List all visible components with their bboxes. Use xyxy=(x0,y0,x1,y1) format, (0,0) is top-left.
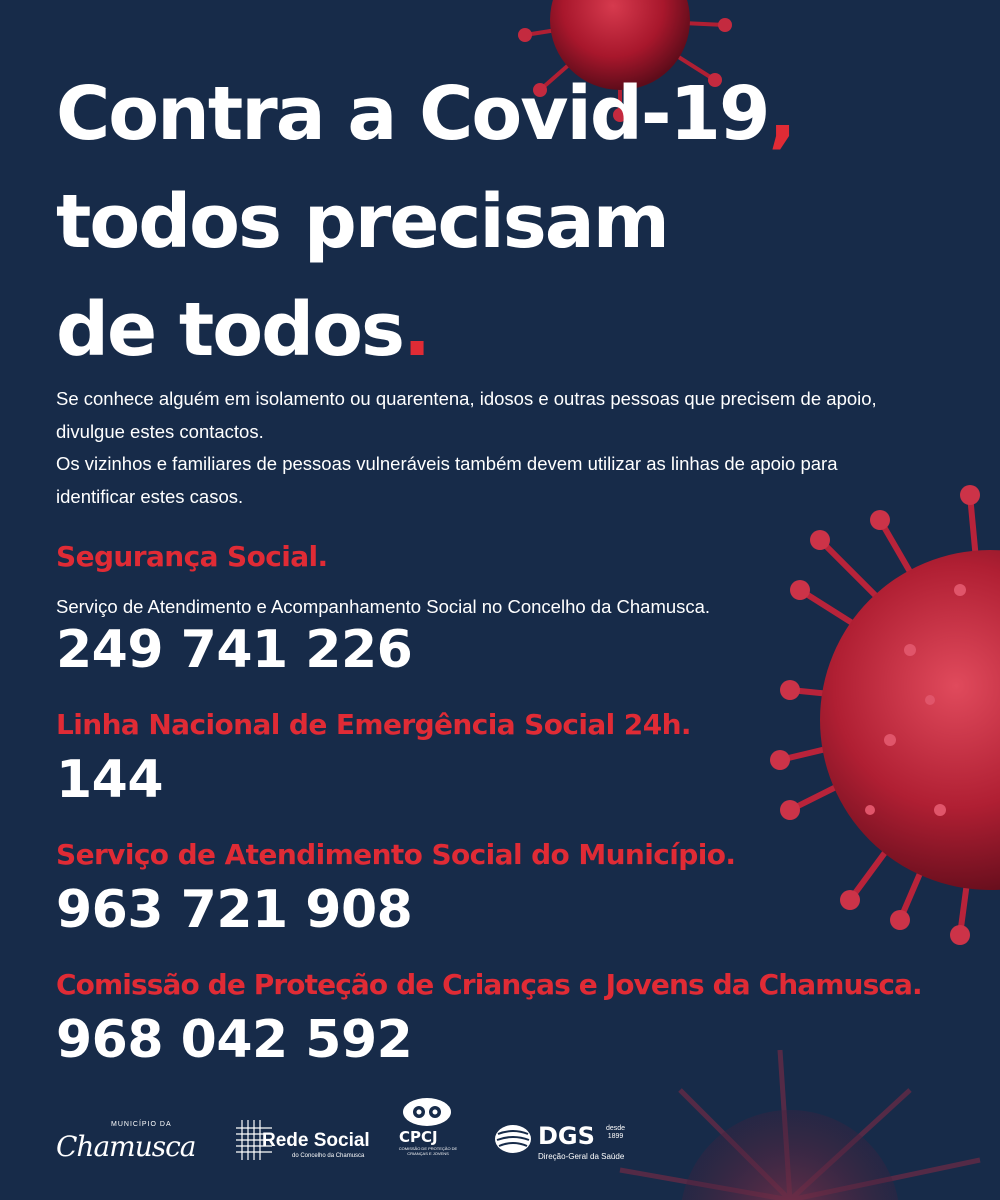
title-comma: , xyxy=(768,71,795,157)
intro-text xyxy=(56,383,896,513)
chamusca-logo-name: Chamusca xyxy=(56,1130,196,1163)
dgs-logo-name: DGS xyxy=(538,1122,595,1150)
dgs-logo-since: desde 1899 xyxy=(606,1125,626,1140)
chamusca-logo-caption: MUNICÍPIO DA xyxy=(111,1121,172,1128)
partner-logos xyxy=(56,1090,656,1170)
intro-paragraph-1: Se conhece alguém em isolamento ou quarentena, idosos e outras pessoas que precisem de apoio, divulgue estes contactos. xyxy=(56,388,877,442)
contact-heading-seguranca-social: Segurança Social. xyxy=(56,540,328,573)
title-line-1: Contra a Covid-19, xyxy=(56,71,795,157)
dgs-logo-sub: Direção-Geral da Saúde xyxy=(538,1152,625,1161)
title-line-2: todos precisam xyxy=(56,179,668,265)
coronavirus-right-icon xyxy=(760,480,1000,950)
contact-heading-emergencia-social: Linha Nacional de Emergência Social 24h. xyxy=(56,708,691,741)
contact-heading-cpcj: Comissão de Proteção de Crianças e Jovens da Chamusca. xyxy=(56,968,922,1001)
cpcj-logo-name: CPCJ xyxy=(399,1128,438,1146)
contact-heading-municipio: Serviço de Atendimento Social do Município. xyxy=(56,838,736,871)
dgs-mark-icon xyxy=(494,1124,532,1154)
cpcj-mark-icon xyxy=(401,1096,453,1128)
contact-phone-municipio[interactable]: 963 721 908 xyxy=(56,880,413,940)
contact-phone-seguranca-social[interactable]: 249 741 226 xyxy=(56,620,413,680)
title-period: . xyxy=(403,287,430,373)
title-line-3: de todos. xyxy=(56,287,430,373)
contact-phone-cpcj[interactable]: 968 042 592 xyxy=(56,1010,413,1070)
intro-paragraph-2: Os vizinhos e familiares de pessoas vulneráveis também devem utilizar as linhas de apoio para identificar estes casos. xyxy=(56,453,838,507)
contact-phone-emergencia-social[interactable]: 144 xyxy=(56,750,164,810)
rede-social-logo-sub: do Concelho da Chamusca xyxy=(292,1153,365,1159)
rede-social-logo-name: Rede Social xyxy=(262,1130,370,1151)
cpcj-logo-sub: COMISSÃO DE PROTEÇÃO DE CRIANÇAS E JOVENS xyxy=(398,1146,458,1156)
page-title xyxy=(56,60,795,384)
contact-description-seguranca-social: Serviço de Atendimento e Acompanhamento Social no Concelho da Chamusca. xyxy=(56,596,711,617)
